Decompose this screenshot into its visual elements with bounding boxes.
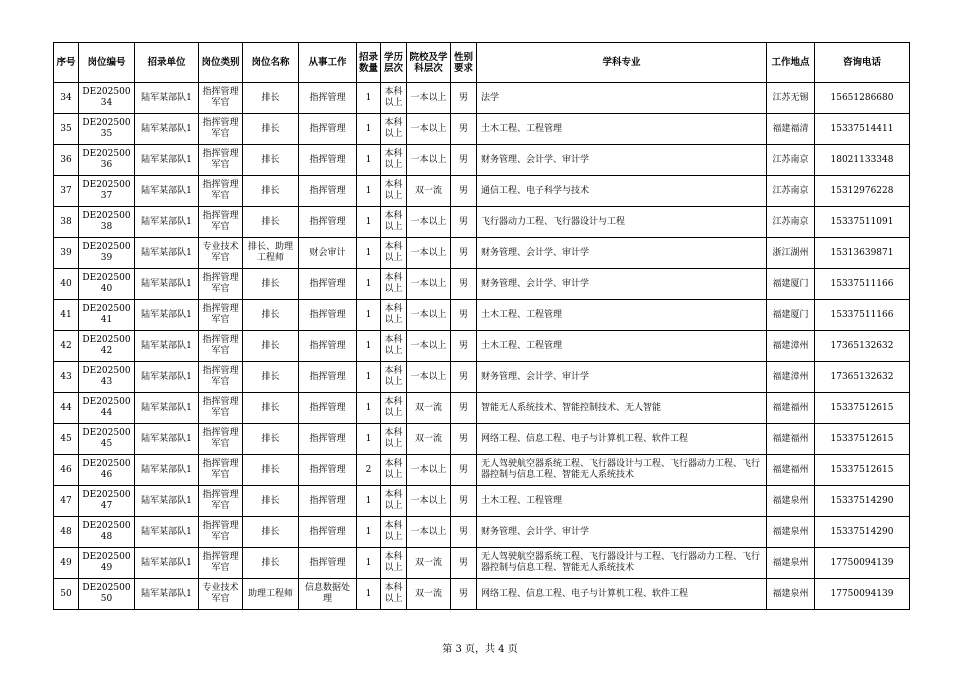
major-cell: 土木工程、工程管理 [477, 300, 767, 331]
unit-cell: 陆军某部队1 [135, 83, 199, 114]
serial-cell: 45 [54, 424, 79, 455]
post-category-cell: 专业技术军官 [199, 238, 243, 269]
school-level-cell: 双一流 [407, 548, 451, 579]
header-col-unit: 招录单位 [135, 43, 199, 83]
count-cell: 1 [357, 579, 381, 610]
phone-cell: 17365132632 [815, 362, 910, 393]
post-code-cell: DE20250049 [79, 548, 135, 579]
work-cell: 指挥管理 [299, 145, 357, 176]
unit-cell: 陆军某部队1 [135, 455, 199, 486]
location-cell: 福建漳州 [767, 362, 815, 393]
count-cell: 1 [357, 83, 381, 114]
count-cell: 1 [357, 269, 381, 300]
location-cell: 福建泉州 [767, 548, 815, 579]
post-code-cell: DE20250046 [79, 455, 135, 486]
serial-cell: 34 [54, 83, 79, 114]
post-name-cell: 排长 [243, 424, 299, 455]
education-cell: 本科以上 [381, 517, 407, 548]
school-level-cell: 一本以上 [407, 114, 451, 145]
post-code-cell: DE20250035 [79, 114, 135, 145]
table-row [54, 517, 910, 548]
work-cell: 信息数据处理 [299, 579, 357, 610]
unit-cell: 陆军某部队1 [135, 486, 199, 517]
work-cell: 指挥管理 [299, 548, 357, 579]
education-cell: 本科以上 [381, 176, 407, 207]
work-cell: 指挥管理 [299, 207, 357, 238]
gender-cell: 男 [451, 393, 477, 424]
gender-cell: 男 [451, 83, 477, 114]
count-cell: 1 [357, 176, 381, 207]
major-cell: 土木工程、工程管理 [477, 331, 767, 362]
phone-cell: 17365132632 [815, 331, 910, 362]
work-cell: 指挥管理 [299, 393, 357, 424]
post-category-cell: 指挥管理军官 [199, 300, 243, 331]
count-cell: 1 [357, 114, 381, 145]
education-cell: 本科以上 [381, 362, 407, 393]
major-cell: 财务管理、会计学、审计学 [477, 145, 767, 176]
location-cell: 浙江湖州 [767, 238, 815, 269]
work-cell: 指挥管理 [299, 362, 357, 393]
post-name-cell: 排长 [243, 548, 299, 579]
post-code-cell: DE20250037 [79, 176, 135, 207]
count-cell: 1 [357, 424, 381, 455]
gender-cell: 男 [451, 145, 477, 176]
table-row [54, 393, 910, 424]
major-cell: 智能无人系统技术、智能控制技术、无人智能 [477, 393, 767, 424]
phone-cell: 15337512615 [815, 455, 910, 486]
major-cell: 财务管理、会计学、审计学 [477, 517, 767, 548]
unit-cell: 陆军某部队1 [135, 362, 199, 393]
post-name-cell: 排长 [243, 269, 299, 300]
header-col-education: 学历层次 [381, 43, 407, 83]
education-cell: 本科以上 [381, 83, 407, 114]
table-row [54, 269, 910, 300]
header-col-serial: 序号 [54, 43, 79, 83]
work-cell: 指挥管理 [299, 486, 357, 517]
education-cell: 本科以上 [381, 269, 407, 300]
school-level-cell: 一本以上 [407, 362, 451, 393]
major-cell: 网络工程、信息工程、电子与计算机工程、软件工程 [477, 579, 767, 610]
post-code-cell: DE20250042 [79, 331, 135, 362]
post-category-cell: 指挥管理军官 [199, 176, 243, 207]
education-cell: 本科以上 [381, 455, 407, 486]
location-cell: 福建泉州 [767, 486, 815, 517]
phone-cell: 15312976228 [815, 176, 910, 207]
table-row [54, 207, 910, 238]
count-cell: 1 [357, 548, 381, 579]
phone-cell: 15337512615 [815, 424, 910, 455]
post-name-cell: 排长 [243, 83, 299, 114]
post-code-cell: DE20250036 [79, 145, 135, 176]
location-cell: 福建泉州 [767, 517, 815, 548]
gender-cell: 男 [451, 455, 477, 486]
gender-cell: 男 [451, 238, 477, 269]
unit-cell: 陆军某部队1 [135, 238, 199, 269]
count-cell: 1 [357, 238, 381, 269]
major-cell: 飞行器动力工程、飞行器设计与工程 [477, 207, 767, 238]
header-col-post-name: 岗位名称 [243, 43, 299, 83]
post-code-cell: DE20250034 [79, 83, 135, 114]
table-row [54, 238, 910, 269]
education-cell: 本科以上 [381, 238, 407, 269]
gender-cell: 男 [451, 486, 477, 517]
table-row [54, 331, 910, 362]
table-row [54, 455, 910, 486]
location-cell: 福建福州 [767, 455, 815, 486]
unit-cell: 陆军某部队1 [135, 579, 199, 610]
education-cell: 本科以上 [381, 331, 407, 362]
table-row [54, 83, 910, 114]
count-cell: 2 [357, 455, 381, 486]
gender-cell: 男 [451, 269, 477, 300]
school-level-cell: 一本以上 [407, 145, 451, 176]
post-category-cell: 指挥管理军官 [199, 331, 243, 362]
phone-cell: 15313639871 [815, 238, 910, 269]
work-cell: 指挥管理 [299, 114, 357, 145]
header-col-phone: 咨询电话 [815, 43, 910, 83]
school-level-cell: 一本以上 [407, 455, 451, 486]
major-cell: 无人驾驶航空器系统工程、飞行器设计与工程、飞行器动力工程、飞行器控制与信息工程、智能无人系统技术 [477, 548, 767, 579]
serial-cell: 36 [54, 145, 79, 176]
post-name-cell: 排长、助理工程师 [243, 238, 299, 269]
post-category-cell: 指挥管理军官 [199, 486, 243, 517]
serial-cell: 48 [54, 517, 79, 548]
gender-cell: 男 [451, 362, 477, 393]
table-row [54, 548, 910, 579]
post-code-cell: DE20250050 [79, 579, 135, 610]
education-cell: 本科以上 [381, 579, 407, 610]
work-cell: 指挥管理 [299, 455, 357, 486]
header-col-school-level: 院校及学科层次 [407, 43, 451, 83]
header-col-major: 学科专业 [477, 43, 767, 83]
major-cell: 财务管理、会计学、审计学 [477, 238, 767, 269]
table-header-row [54, 43, 910, 83]
phone-cell: 18021133348 [815, 145, 910, 176]
header-col-work: 从事工作 [299, 43, 357, 83]
serial-cell: 47 [54, 486, 79, 517]
post-name-cell: 排长 [243, 207, 299, 238]
location-cell: 江苏南京 [767, 145, 815, 176]
post-category-cell: 指挥管理军官 [199, 362, 243, 393]
post-name-cell: 排长 [243, 145, 299, 176]
school-level-cell: 一本以上 [407, 269, 451, 300]
post-code-cell: DE20250043 [79, 362, 135, 393]
count-cell: 1 [357, 362, 381, 393]
count-cell: 1 [357, 331, 381, 362]
work-cell: 指挥管理 [299, 300, 357, 331]
table-row [54, 176, 910, 207]
table-row [54, 114, 910, 145]
post-code-cell: DE20250044 [79, 393, 135, 424]
phone-cell: 15337512615 [815, 393, 910, 424]
education-cell: 本科以上 [381, 114, 407, 145]
location-cell: 福建福清 [767, 114, 815, 145]
unit-cell: 陆军某部队1 [135, 207, 199, 238]
serial-cell: 49 [54, 548, 79, 579]
gender-cell: 男 [451, 424, 477, 455]
phone-cell: 15337511166 [815, 300, 910, 331]
count-cell: 1 [357, 300, 381, 331]
header-col-post-code: 岗位编号 [79, 43, 135, 83]
school-level-cell: 双一流 [407, 579, 451, 610]
table-row [54, 362, 910, 393]
header-col-location: 工作地点 [767, 43, 815, 83]
education-cell: 本科以上 [381, 486, 407, 517]
post-category-cell: 指挥管理军官 [199, 145, 243, 176]
school-level-cell: 双一流 [407, 424, 451, 455]
count-cell: 1 [357, 207, 381, 238]
major-cell: 通信工程、电子科学与技术 [477, 176, 767, 207]
post-code-cell: DE20250045 [79, 424, 135, 455]
post-name-cell: 排长 [243, 455, 299, 486]
serial-cell: 44 [54, 393, 79, 424]
work-cell: 指挥管理 [299, 517, 357, 548]
location-cell: 福建漳州 [767, 331, 815, 362]
count-cell: 1 [357, 486, 381, 517]
education-cell: 本科以上 [381, 548, 407, 579]
phone-cell: 15337511166 [815, 269, 910, 300]
gender-cell: 男 [451, 579, 477, 610]
post-code-cell: DE20250038 [79, 207, 135, 238]
school-level-cell: 双一流 [407, 176, 451, 207]
table-row [54, 300, 910, 331]
header-col-gender: 性别要求 [451, 43, 477, 83]
education-cell: 本科以上 [381, 393, 407, 424]
major-cell: 法学 [477, 83, 767, 114]
education-cell: 本科以上 [381, 424, 407, 455]
gender-cell: 男 [451, 548, 477, 579]
serial-cell: 42 [54, 331, 79, 362]
unit-cell: 陆军某部队1 [135, 424, 199, 455]
post-category-cell: 指挥管理军官 [199, 548, 243, 579]
serial-cell: 39 [54, 238, 79, 269]
post-category-cell: 专业技术军官 [199, 579, 243, 610]
work-cell: 指挥管理 [299, 424, 357, 455]
unit-cell: 陆军某部队1 [135, 300, 199, 331]
school-level-cell: 一本以上 [407, 83, 451, 114]
count-cell: 1 [357, 517, 381, 548]
table-row [54, 424, 910, 455]
major-cell: 网络工程、信息工程、电子与计算机工程、软件工程 [477, 424, 767, 455]
unit-cell: 陆军某部队1 [135, 269, 199, 300]
post-name-cell: 排长 [243, 300, 299, 331]
school-level-cell: 一本以上 [407, 517, 451, 548]
gender-cell: 男 [451, 176, 477, 207]
school-level-cell: 一本以上 [407, 238, 451, 269]
serial-cell: 37 [54, 176, 79, 207]
post-name-cell: 排长 [243, 176, 299, 207]
post-category-cell: 指挥管理军官 [199, 517, 243, 548]
work-cell: 指挥管理 [299, 176, 357, 207]
post-name-cell: 排长 [243, 331, 299, 362]
major-cell: 财务管理、会计学、审计学 [477, 362, 767, 393]
table-row [54, 486, 910, 517]
count-cell: 1 [357, 393, 381, 424]
major-cell: 土木工程、工程管理 [477, 114, 767, 145]
gender-cell: 男 [451, 331, 477, 362]
location-cell: 江苏无锡 [767, 83, 815, 114]
major-cell: 无人驾驶航空器系统工程、飞行器设计与工程、飞行器动力工程、飞行器控制与信息工程、智能无人系统技术 [477, 455, 767, 486]
phone-cell: 17750094139 [815, 579, 910, 610]
post-name-cell: 助理工程师 [243, 579, 299, 610]
phone-cell: 17750094139 [815, 548, 910, 579]
serial-cell: 38 [54, 207, 79, 238]
post-code-cell: DE20250048 [79, 517, 135, 548]
post-category-cell: 指挥管理军官 [199, 269, 243, 300]
table-row [54, 145, 910, 176]
school-level-cell: 一本以上 [407, 486, 451, 517]
unit-cell: 陆军某部队1 [135, 114, 199, 145]
unit-cell: 陆军某部队1 [135, 393, 199, 424]
count-cell: 1 [357, 145, 381, 176]
serial-cell: 46 [54, 455, 79, 486]
serial-cell: 40 [54, 269, 79, 300]
education-cell: 本科以上 [381, 207, 407, 238]
post-code-cell: DE20250047 [79, 486, 135, 517]
gender-cell: 男 [451, 517, 477, 548]
post-name-cell: 排长 [243, 114, 299, 145]
location-cell: 福建厦门 [767, 300, 815, 331]
location-cell: 江苏南京 [767, 176, 815, 207]
post-name-cell: 排长 [243, 486, 299, 517]
phone-cell: 15337514290 [815, 486, 910, 517]
unit-cell: 陆军某部队1 [135, 145, 199, 176]
work-cell: 财会审计 [299, 238, 357, 269]
work-cell: 指挥管理 [299, 331, 357, 362]
location-cell: 福建福州 [767, 393, 815, 424]
post-category-cell: 指挥管理军官 [199, 114, 243, 145]
gender-cell: 男 [451, 207, 477, 238]
location-cell: 福建福州 [767, 424, 815, 455]
major-cell: 土木工程、工程管理 [477, 486, 767, 517]
post-code-cell: DE20250039 [79, 238, 135, 269]
school-level-cell: 一本以上 [407, 207, 451, 238]
post-name-cell: 排长 [243, 362, 299, 393]
work-cell: 指挥管理 [299, 83, 357, 114]
location-cell: 江苏南京 [767, 207, 815, 238]
post-category-cell: 指挥管理军官 [199, 393, 243, 424]
post-category-cell: 指挥管理军官 [199, 207, 243, 238]
serial-cell: 35 [54, 114, 79, 145]
school-level-cell: 一本以上 [407, 300, 451, 331]
header-col-count: 招录数量 [357, 43, 381, 83]
post-category-cell: 指挥管理军官 [199, 455, 243, 486]
recruitment-table [53, 42, 910, 610]
work-cell: 指挥管理 [299, 269, 357, 300]
phone-cell: 15337514411 [815, 114, 910, 145]
phone-cell: 15651286680 [815, 83, 910, 114]
post-code-cell: DE20250041 [79, 300, 135, 331]
location-cell: 福建厦门 [767, 269, 815, 300]
unit-cell: 陆军某部队1 [135, 331, 199, 362]
education-cell: 本科以上 [381, 145, 407, 176]
table-row [54, 579, 910, 610]
education-cell: 本科以上 [381, 300, 407, 331]
post-category-cell: 指挥管理军官 [199, 83, 243, 114]
serial-cell: 43 [54, 362, 79, 393]
phone-cell: 15337511091 [815, 207, 910, 238]
post-code-cell: DE20250040 [79, 269, 135, 300]
serial-cell: 41 [54, 300, 79, 331]
location-cell: 福建泉州 [767, 579, 815, 610]
post-name-cell: 排长 [243, 393, 299, 424]
major-cell: 财务管理、会计学、审计学 [477, 269, 767, 300]
gender-cell: 男 [451, 300, 477, 331]
unit-cell: 陆军某部队1 [135, 548, 199, 579]
phone-cell: 15337514290 [815, 517, 910, 548]
post-category-cell: 指挥管理军官 [199, 424, 243, 455]
header-col-post-category: 岗位类别 [199, 43, 243, 83]
table-body [54, 83, 910, 610]
school-level-cell: 一本以上 [407, 331, 451, 362]
page-footer: 第 3 页，共 4 页 [442, 644, 518, 655]
unit-cell: 陆军某部队1 [135, 517, 199, 548]
unit-cell: 陆军某部队1 [135, 176, 199, 207]
post-name-cell: 排长 [243, 517, 299, 548]
gender-cell: 男 [451, 114, 477, 145]
school-level-cell: 双一流 [407, 393, 451, 424]
serial-cell: 50 [54, 579, 79, 610]
